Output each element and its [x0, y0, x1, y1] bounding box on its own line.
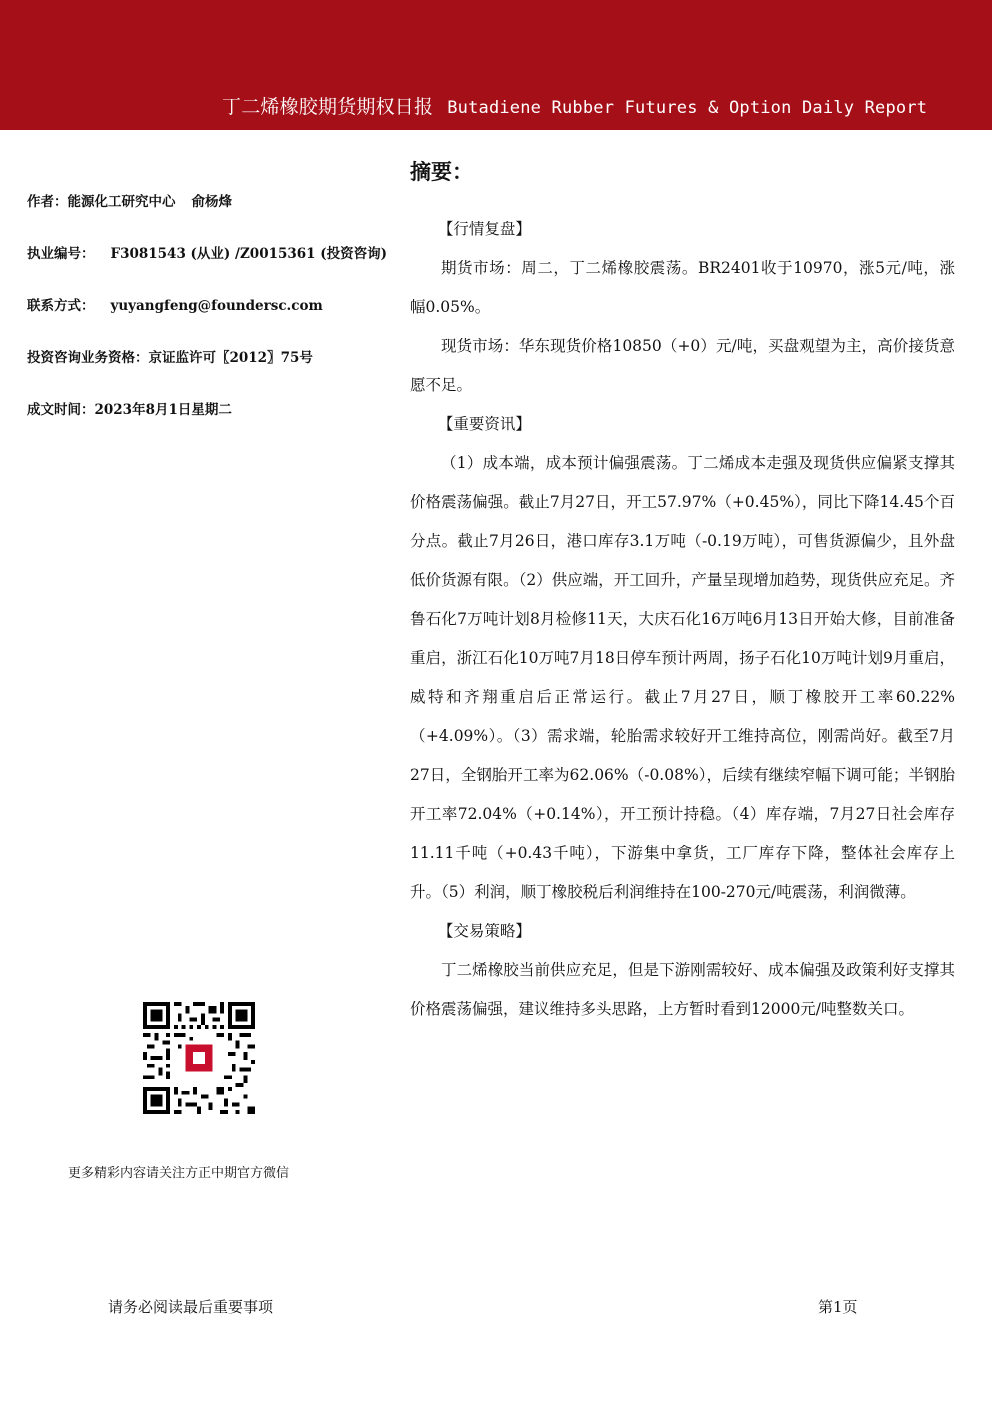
- qualification-label: 投资咨询业务资格：: [27, 350, 149, 366]
- paragraph-key-news: （1）成本端，成本预计偏强震荡。丁二烯成本走强及现货供应偏紧支撑其价格震荡偏强。截止7月27日，开工57.97%（+0.45%），同比下降14.45个百分点。截止7月26日，港口库存3.1万吨（-0.19万吨），可售货源偏少，且外盘低价货源有限。（2）供应端，开工回升，产量呈现增加趋势，现货供应充足。齐鲁石化7万吨计划8月检修11天，大庆石化16万吨6月13日开始大修，目前准备重启，浙江石化10万吨7月18日停车预计两周，扬子石化10万吨计划9月重启，威特和齐翔重启后正常运行。截止7月27日，顺丁橡胶开工率60.22%（+4.09%）。（3）需求端，轮胎需求较好开工维持高位，刚需尚好。截至7月27日，全钢胎开工率为62.06%（-0.08%），后续有继续窄幅下调可能；半钢胎开工率72.04%（+0.14%），开工预计持稳。（4）库存端，7月27日社会库存11.11千吨（+0.43千吨），下游集中拿货，工厂库存下降，整体社会库存上升。（5）利润，顺丁橡胶税后利润维持在100-270元/吨震荡，利润微薄。: [410, 454, 955, 901]
- date-line: [27, 398, 232, 418]
- author-org: 能源化工研究中心: [67, 194, 176, 210]
- report-header-banner: [0, 0, 992, 130]
- contact-line: [27, 294, 323, 314]
- wechat-qr-code-icon: [143, 1002, 255, 1114]
- page-number: 第1页: [818, 1298, 858, 1316]
- section-heading-trading-strategy: 【交易策略】: [437, 922, 531, 940]
- summary-content: [410, 210, 955, 1029]
- license-value: F3081543 (从业) /Z0015361 (投资咨询): [110, 246, 388, 262]
- license-label: 执业编号：: [27, 246, 95, 262]
- author-label: 作者：: [27, 194, 68, 210]
- report-title-cn: 丁二烯橡胶期货期权日报: [222, 96, 434, 118]
- author-name: 俞杨烽: [191, 194, 232, 210]
- section-heading-key-news: 【重要资讯】: [437, 415, 531, 433]
- qualification-line: [27, 346, 313, 366]
- qr-caption: 更多精彩内容请关注方正中期官方微信: [68, 1166, 290, 1181]
- paragraph-trading-strategy: 丁二烯橡胶当前供应充足，但是下游刚需较好、成本偏强及政策利好支撑其价格震荡偏强，建议维持多头思路，上方暂时看到12000元/吨整数关口。: [410, 961, 955, 1018]
- summary-title: 摘要：: [410, 160, 473, 184]
- section-heading-market-review: 【行情复盘】: [437, 220, 531, 238]
- report-title: [222, 92, 927, 119]
- paragraph-futures-market: 期货市场：周二，丁二烯橡胶震荡。BR2401收于10970，涨5元/吨，涨幅0.05%。: [410, 259, 955, 316]
- report-title-en: Butadiene Rubber Futures & Option Daily Report: [447, 98, 928, 118]
- date-label: 成文时间：: [27, 402, 95, 418]
- qualification-value: 京证监许可〖2012〗75号: [148, 350, 313, 366]
- contact-label: 联系方式：: [27, 298, 95, 314]
- contact-email[interactable]: yuyangfeng@foundersc.com: [110, 298, 323, 314]
- paragraph-spot-market: 现货市场：华东现货价格10850（+0）元/吨，买盘观望为主，高价接货意愿不足。: [410, 337, 955, 394]
- author-line: [27, 190, 232, 210]
- footer-notice: 请务必阅读最后重要事项: [108, 1298, 274, 1316]
- date-value: 2023年8月1日星期二: [94, 402, 232, 418]
- license-line: [27, 242, 387, 262]
